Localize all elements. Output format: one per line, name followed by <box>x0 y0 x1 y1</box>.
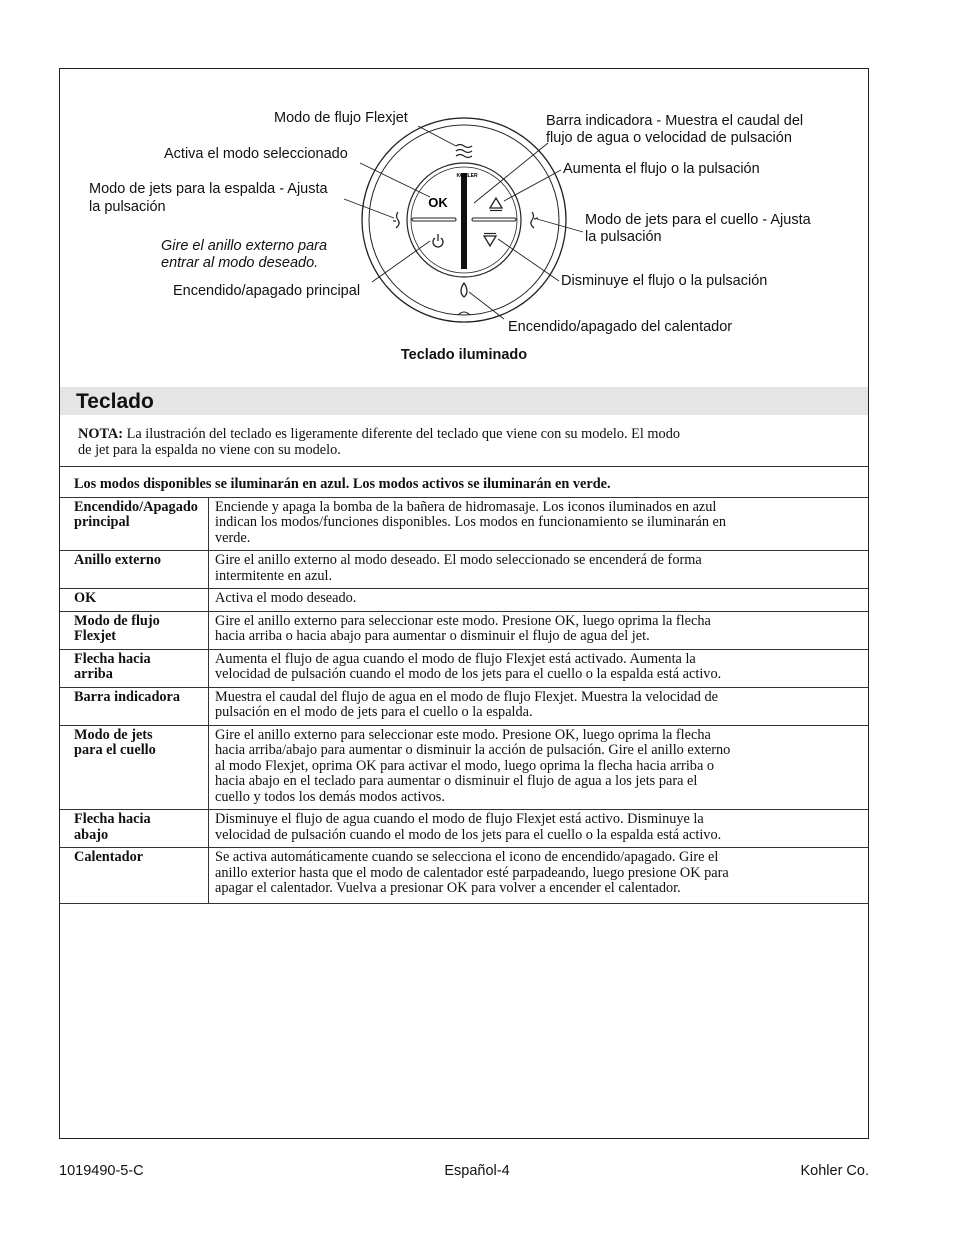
keypad-functions-table <box>60 466 868 904</box>
row-description-line: cuello y todos los demás modos activos. <box>215 788 445 805</box>
row-description-line: Se activa automáticamente cuando se selecciona el icono de encendido/apagado. Gire el <box>215 849 719 865</box>
row-description <box>209 497 869 551</box>
flexjet-mode-icon <box>456 145 472 158</box>
indicator-bar <box>461 173 467 269</box>
section-title: Teclado <box>76 390 154 413</box>
row-term <box>60 848 209 904</box>
footer-page-number: Español-4 <box>444 1163 510 1179</box>
row-term <box>60 497 209 551</box>
footer-doc-number: 1019490-5-C <box>59 1163 144 1179</box>
row-description-line: Gire el anillo externo al modo deseado. El modo seleccionado se encenderá de forma <box>215 552 702 568</box>
row-description <box>209 810 869 848</box>
callout-main-power: Encendido/apagado principal <box>173 283 361 299</box>
callout-neck-jets-1: Modo de jets para el cuello - Ajusta <box>585 212 811 228</box>
back-jets-icon <box>393 212 399 228</box>
row-description-line: Disminuye el flujo de agua cuando el modo de flujo Flexjet está activo. Disminuye la <box>215 811 704 827</box>
row-description-line: Activa el modo deseado. <box>215 590 357 606</box>
callout-turn-ring-2: entrar al modo deseado. <box>161 255 319 271</box>
row-term-line: Encendido/Apagado <box>74 498 198 515</box>
callout-indicator-bar-1: Barra indicadora - Muestra el caudal del <box>546 113 804 129</box>
row-term <box>60 725 209 810</box>
table-row <box>60 611 868 649</box>
row-term <box>60 810 209 848</box>
row-description-line: Gire el anillo externo para seleccionar este modo. Presione OK, luego oprima la flecha <box>215 726 711 743</box>
callout-neck-jets-2: la pulsación <box>585 229 662 245</box>
row-term <box>60 687 209 725</box>
neck-jets-icon <box>531 212 538 228</box>
row-description-line: verde. <box>215 529 251 546</box>
row-description <box>209 649 869 687</box>
row-term-line: Flecha hacia <box>74 650 151 667</box>
row-description <box>209 589 869 612</box>
row-description-line: velocidad de pulsación cuando el modo de los jets para el cuello o la espalda está activo. <box>215 826 722 843</box>
callout-decrease-flow: Disminuye el flujo o la pulsación <box>561 273 768 289</box>
note-line-2: de jet para la espalda no viene con su modelo. <box>78 442 341 458</box>
row-description-line: indican los modos/funciones disponibles. Los modos en funcionamiento se iluminarán en <box>215 514 727 530</box>
table-row <box>60 687 868 725</box>
row-description-line: velocidad de pulsación cuando el modo de los jets para el cuello o la espalda está activo. <box>215 666 722 682</box>
row-term-line: Modo de jets <box>74 726 153 743</box>
callout-heater-power: Encendido/apagado del calentador <box>508 319 733 335</box>
row-term <box>60 551 209 589</box>
note-label: NOTA: <box>78 426 124 442</box>
row-description-line: hacia arriba o hacia abajo para aumentar o disminuir el flujo de agua del jet. <box>215 628 650 644</box>
row-term-line: Anillo externo <box>74 552 161 568</box>
table-row <box>60 551 868 589</box>
row-description <box>209 848 869 904</box>
row-description-line: Muestra el caudal del flujo de agua en el modo de flujo Flexjet. Muestra la velocidad de <box>215 688 719 705</box>
table-row <box>60 497 868 551</box>
note <box>78 426 838 458</box>
heater-flame-icon <box>461 283 467 297</box>
row-description-line: intermitente en azul. <box>215 567 333 584</box>
callout-increase-flow: Aumenta el flujo o la pulsación <box>563 161 760 177</box>
row-description <box>209 551 869 589</box>
row-term-line: Flexjet <box>74 628 117 644</box>
callout-back-jets-2: la pulsación <box>89 199 166 215</box>
row-term <box>60 649 209 687</box>
table-header-row <box>60 467 868 498</box>
row-description <box>209 725 869 810</box>
table-row <box>60 589 868 612</box>
footer-company: Kohler Co. <box>800 1163 869 1179</box>
table-header: Los modos disponibles se iluminarán en azul. Los modos activos se iluminarán en verde. <box>60 467 868 498</box>
row-term-line: Barra indicadora <box>74 688 181 705</box>
row-description-line: apagar el calentador. Vuelva a presionar OK para volver a encender el calentador. <box>215 880 681 896</box>
row-term <box>60 589 209 612</box>
row-term-line: Flecha hacia <box>74 811 151 827</box>
row-term-line: Modo de flujo <box>74 612 160 629</box>
callout-indicator-bar-2: flujo de agua o velocidad de pulsación <box>546 130 792 146</box>
row-term-line: Calentador <box>74 849 144 865</box>
callout-back-jets-1: Modo de jets para la espalda - Ajusta <box>89 181 328 197</box>
callout-flexjet-mode: Modo de flujo Flexjet <box>274 110 408 126</box>
row-description <box>209 687 869 725</box>
row-description-line: hacia abajo en el teclado para aumentar o disminuir el flujo de agua a los jets para el <box>215 773 698 789</box>
row-description-line: Enciende y apaga la bomba de la bañera de hidromasaje. Los iconos iluminados en azul <box>215 498 717 515</box>
row-term-line: para el cuello <box>74 742 156 758</box>
row-term <box>60 611 209 649</box>
brand-logo: KOHLER <box>456 173 478 179</box>
callout-activate-selected: Activa el modo seleccionado <box>164 146 348 162</box>
row-term-line: abajo <box>74 826 109 843</box>
table-row <box>60 810 868 848</box>
row-description <box>209 611 869 649</box>
table-row <box>60 725 868 810</box>
row-description-line: anillo exterior hasta que el modo de calentador esté parpadeando, luego presione OK para <box>215 864 729 881</box>
table-row <box>60 649 868 687</box>
row-term-line: arriba <box>74 666 113 682</box>
section-header <box>60 387 868 415</box>
note-line-1: La ilustración del teclado es ligeramente diferente del teclado que viene con su modelo. El modo <box>126 426 680 442</box>
row-description-line: hacia arriba/abajo para aumentar o disminuir la acción de pulsación. Gire el anillo externo <box>215 742 731 758</box>
row-term-line: OK <box>74 590 97 606</box>
row-description-line: al modo Flexjet, oprima OK para activar el modo, luego oprima la flecha hacia arriba o <box>215 757 715 774</box>
row-term-line: principal <box>74 514 130 530</box>
row-description-line: Gire el anillo externo para seleccionar este modo. Presione OK, luego oprima la flecha <box>215 612 711 629</box>
callout-turn-ring-1: Gire el anillo externo para <box>161 238 328 254</box>
diagram-caption: Teclado iluminado <box>400 347 528 363</box>
row-description-line: Aumenta el flujo de agua cuando el modo de flujo Flexjet está activado. Aumenta la <box>215 650 696 667</box>
ok-button-label: OK <box>428 195 448 210</box>
table-row <box>60 848 868 904</box>
page-frame <box>59 68 869 1139</box>
row-description-line: pulsación en el modo de jets para el cuello o la espalda. <box>215 704 533 720</box>
